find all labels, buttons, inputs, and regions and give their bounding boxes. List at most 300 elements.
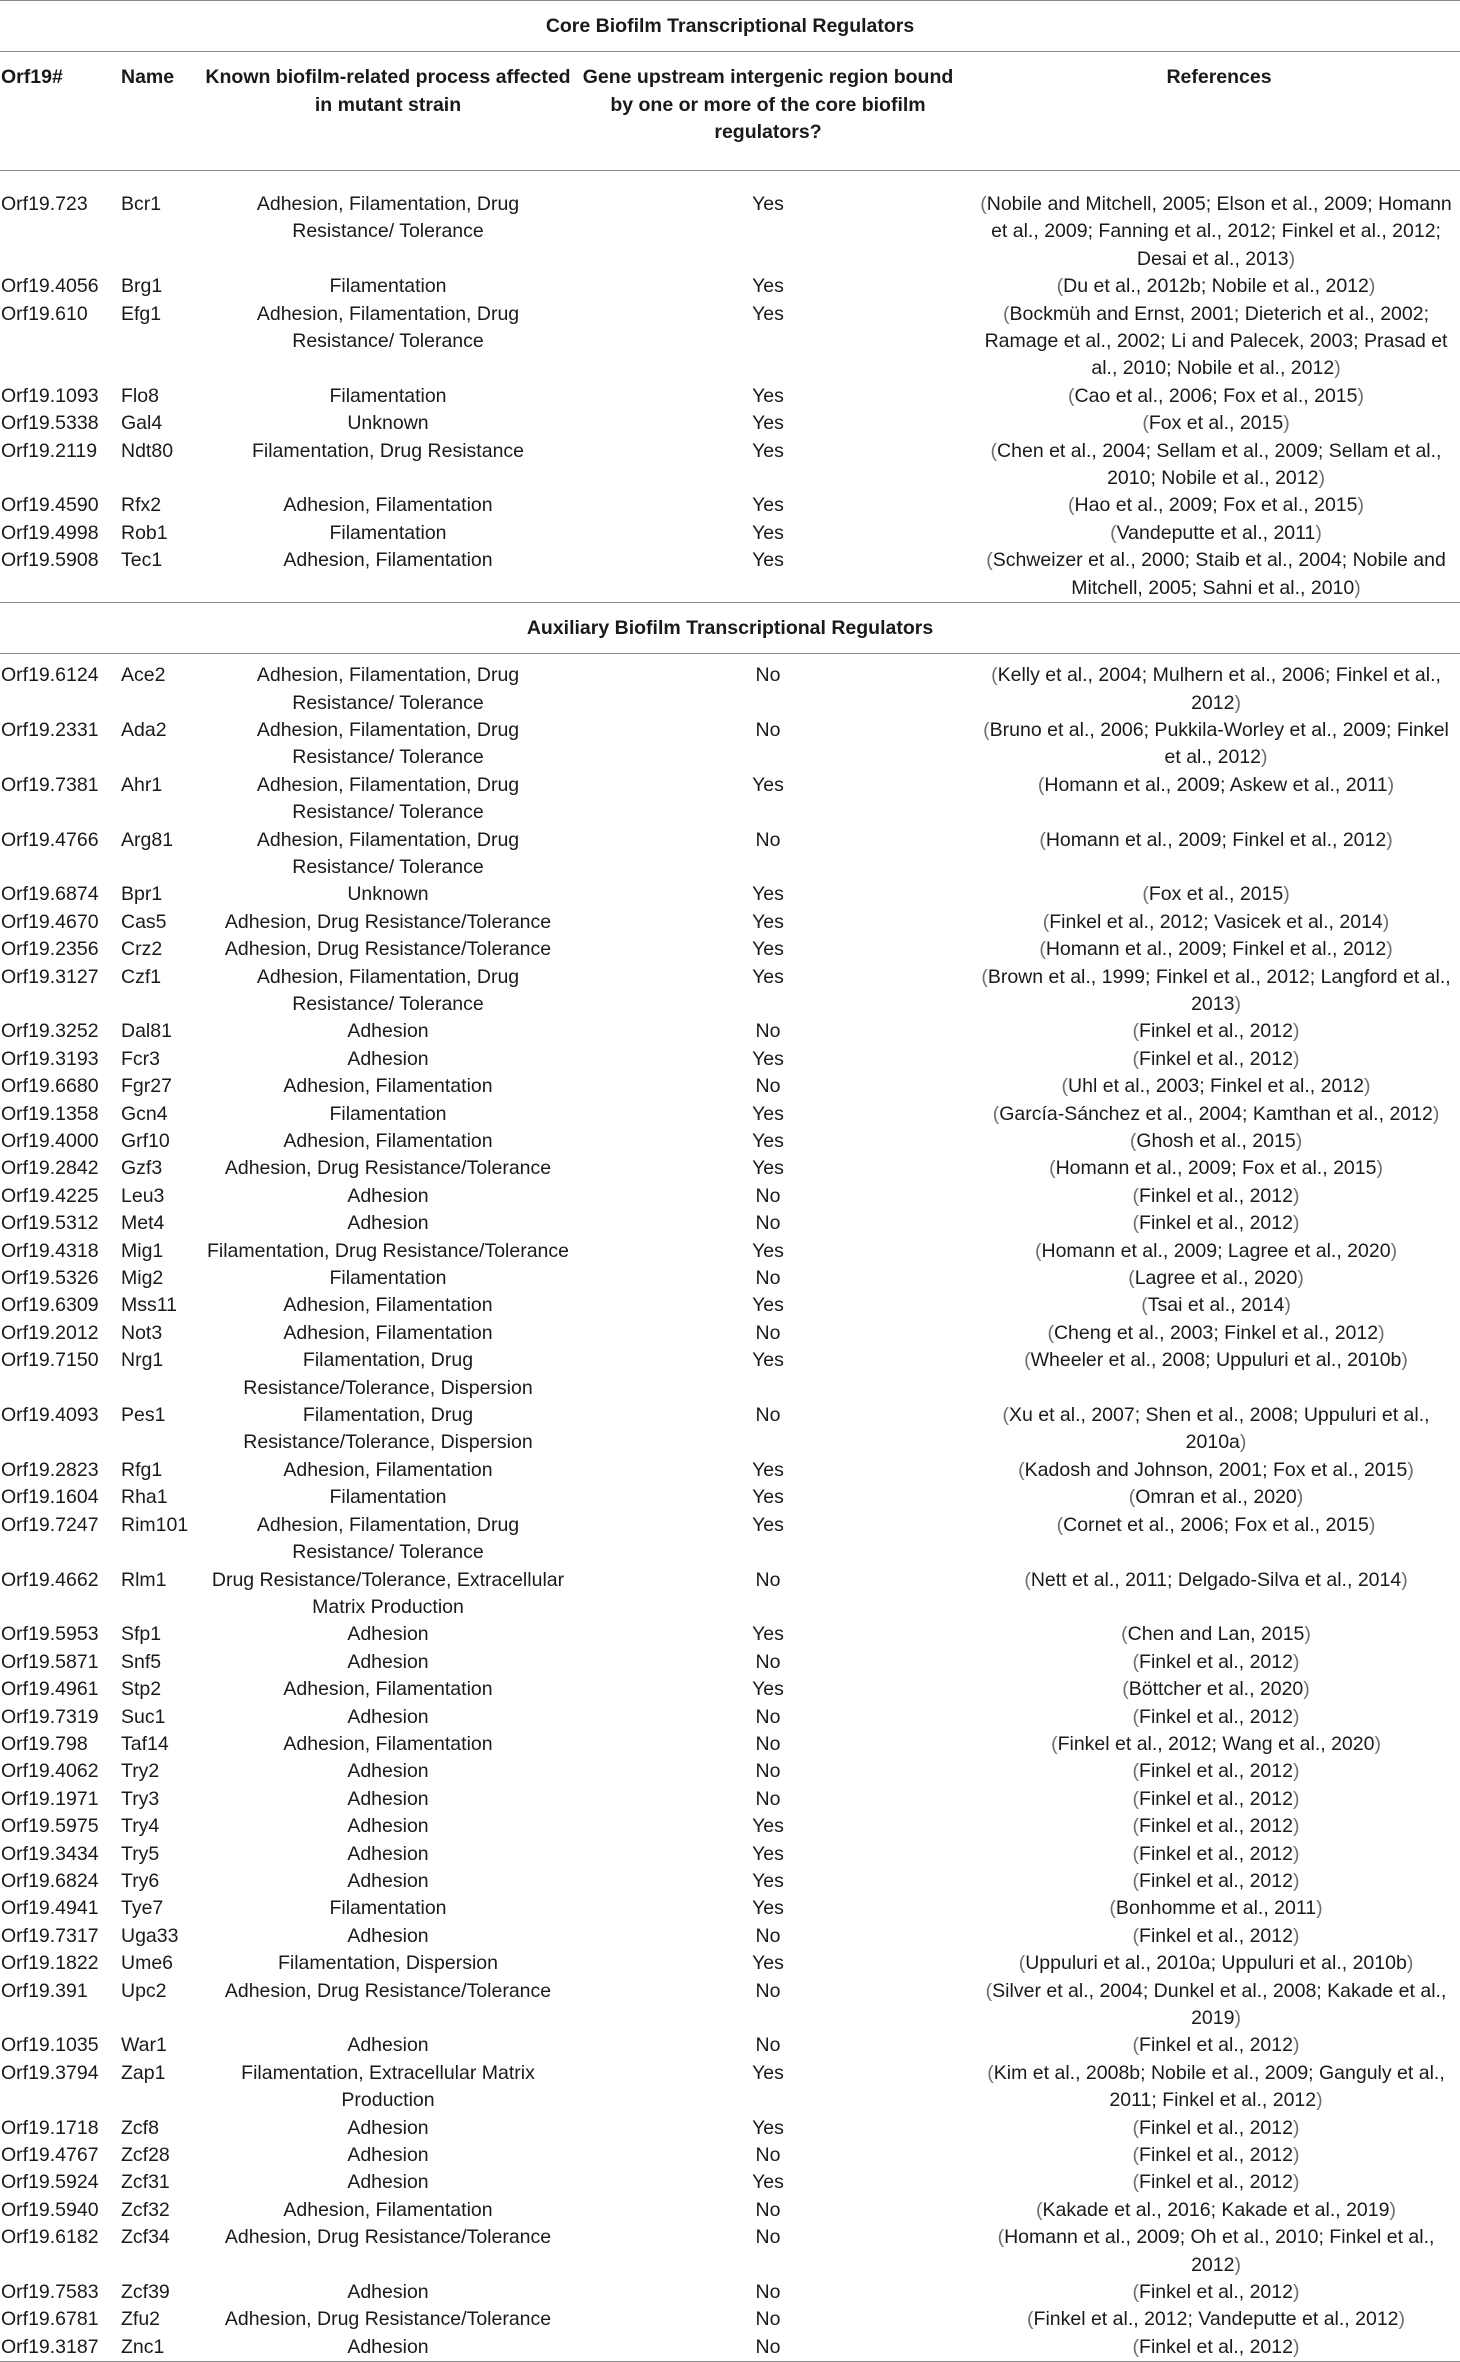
cell-process: Adhesion bbox=[347, 1842, 429, 1865]
cell-orf: Orf19.6309 bbox=[1, 1294, 99, 1317]
cell-name: Rfg1 bbox=[121, 1458, 163, 1481]
close-paren: ) bbox=[1334, 357, 1341, 380]
column-header-name: Name bbox=[118, 52, 198, 171]
close-paren: ) bbox=[1386, 938, 1393, 961]
column-header-process: Known biofilm-related process affected in mutant strain bbox=[198, 52, 578, 171]
close-paren: ) bbox=[1382, 910, 1390, 933]
spacer-row bbox=[0, 171, 1460, 192]
open-paren: ( bbox=[1141, 1294, 1148, 1317]
table-row bbox=[0, 2169, 1460, 2196]
close-paren: ) bbox=[1234, 2007, 1241, 2029]
cell-process: Adhesion bbox=[347, 1184, 429, 1207]
table-row bbox=[0, 2279, 1460, 2306]
cell-orf: Orf19.4000 bbox=[1, 1130, 99, 1152]
cell-name: Mss11 bbox=[121, 1294, 177, 1317]
cell-bound: No bbox=[755, 1568, 781, 1591]
cell-name: Zcf34 bbox=[121, 2226, 170, 2249]
references-text: Kakade et al., 2016; Kakade et al., 2019 bbox=[1042, 2198, 1390, 2221]
open-paren: ( bbox=[1132, 1815, 1140, 1838]
cell-process: Adhesion, Drug Resistance/Tolerance bbox=[224, 1157, 552, 1180]
cell-process: Adhesion, Filamentation bbox=[283, 1294, 493, 1317]
table-row bbox=[0, 1923, 1460, 1950]
table-row bbox=[0, 964, 1460, 1019]
open-paren: ( bbox=[990, 439, 998, 462]
cell-name: Gzf3 bbox=[121, 1157, 163, 1180]
references-text: Homann et al., 2009; Fox et al., 2015 bbox=[1055, 1157, 1377, 1180]
cell-process: Filamentation bbox=[329, 384, 447, 407]
open-paren: ( bbox=[1024, 1568, 1031, 1591]
references-text: Finkel et al., 2012 bbox=[1139, 2034, 1293, 2057]
cell-bound: No bbox=[755, 1924, 781, 1947]
table-row bbox=[0, 1649, 1460, 1676]
cell-references bbox=[958, 1265, 1460, 1292]
close-paren: ) bbox=[1297, 1267, 1304, 1290]
open-paren: ( bbox=[1132, 1650, 1140, 1673]
open-paren: ( bbox=[1018, 1952, 1026, 1975]
cell-process: Drug Resistance/Tolerance, Extracellular Matrix Production bbox=[211, 1568, 565, 1618]
cell-process: Adhesion, Filamentation, Drug Resistance/ Tolerance bbox=[256, 1513, 520, 1564]
references-text: Homann et al., 2009; Oh et al., 2010; Finkel et al., 2012 bbox=[1004, 2226, 1435, 2276]
cell-references bbox=[958, 2224, 1460, 2279]
cell-name: Efg1 bbox=[121, 302, 162, 325]
table-row bbox=[0, 881, 1460, 908]
table-row bbox=[0, 2060, 1460, 2115]
cell-bound: Yes bbox=[752, 1130, 784, 1152]
cell-orf: Orf19.5940 bbox=[1, 2198, 99, 2221]
cell-bound: No bbox=[755, 828, 781, 851]
open-paren: ( bbox=[1132, 2144, 1140, 2167]
open-paren: ( bbox=[1110, 521, 1117, 544]
cell-references bbox=[958, 1320, 1460, 1347]
cell-bound: Yes bbox=[752, 1678, 784, 1701]
cell-orf: Orf19.5924 bbox=[1, 2171, 99, 2194]
cell-orf: Orf19.3434 bbox=[1, 1842, 99, 1865]
references-text: Finkel et al., 2012 bbox=[1139, 1924, 1293, 1947]
references-text: Vandeputte et al., 2011 bbox=[1116, 521, 1316, 544]
cell-orf: Orf19.2331 bbox=[1, 718, 99, 741]
cell-orf: Orf19.4766 bbox=[1, 828, 99, 851]
open-paren: ( bbox=[1132, 1212, 1140, 1235]
cell-name: Leu3 bbox=[121, 1184, 165, 1207]
cell-name: Rob1 bbox=[121, 521, 168, 544]
close-paren: ) bbox=[1292, 1047, 1300, 1070]
references-text: Bockmüh and Ernst, 2001; Dieterich et al., 2002; Ramage et al., 2002; Li and Palecek, 2003; Prasad et al., 2010; Nobile et al., 2012 bbox=[984, 302, 1448, 380]
table-row bbox=[0, 1101, 1460, 1128]
cell-bound: Yes bbox=[752, 1513, 784, 1536]
table-row bbox=[0, 1704, 1460, 1731]
cell-name: Zfu2 bbox=[121, 2308, 161, 2331]
cell-references bbox=[958, 1731, 1460, 1758]
cell-process: Filamentation, Drug Resistance bbox=[251, 439, 525, 462]
open-paren: ( bbox=[1132, 2335, 1140, 2358]
cell-orf: Orf19.5338 bbox=[1, 412, 99, 435]
cell-name: Dal81 bbox=[121, 1020, 172, 1043]
open-paren: ( bbox=[1051, 1732, 1058, 1755]
cell-name: Zcf28 bbox=[121, 2144, 170, 2167]
cell-orf: Orf19.4093 bbox=[1, 1404, 99, 1427]
cell-references bbox=[958, 909, 1460, 936]
cell-bound: No bbox=[755, 2034, 781, 2057]
cell-bound: No bbox=[755, 2198, 781, 2221]
cell-references bbox=[958, 1758, 1460, 1785]
cell-name: Try6 bbox=[121, 1869, 160, 1892]
table-row bbox=[0, 273, 1460, 300]
table-row bbox=[0, 2032, 1460, 2059]
table-row bbox=[0, 1018, 1460, 1045]
cell-orf: Orf19.2823 bbox=[1, 1458, 99, 1481]
open-paren: ( bbox=[1132, 1705, 1140, 1728]
cell-name: Bpr1 bbox=[121, 883, 163, 906]
table-row bbox=[0, 1128, 1460, 1155]
cell-name: Flo8 bbox=[121, 384, 159, 407]
cell-bound: Yes bbox=[752, 2171, 784, 2194]
table-row bbox=[0, 1073, 1460, 1100]
close-paren: ) bbox=[1292, 1869, 1300, 1892]
table-row bbox=[0, 1484, 1460, 1511]
close-paren: ) bbox=[1316, 1897, 1323, 1920]
cell-references bbox=[958, 717, 1460, 772]
cell-process: Adhesion, Filamentation, Drug Resistance/ Tolerance bbox=[256, 718, 520, 769]
cell-name: Zcf31 bbox=[121, 2171, 170, 2194]
cell-process: Adhesion bbox=[347, 1212, 429, 1235]
references-text: Finkel et al., 2012 bbox=[1139, 1184, 1293, 1207]
cell-name: Mig2 bbox=[121, 1267, 164, 1290]
cell-process: Adhesion, Filamentation, Drug Resistance/ Tolerance bbox=[256, 193, 520, 243]
references-text: Finkel et al., 2012 bbox=[1139, 1815, 1293, 1838]
close-paren: ) bbox=[1318, 467, 1325, 490]
open-paren: ( bbox=[1047, 1321, 1054, 1344]
references-text: Finkel et al., 2012 bbox=[1139, 1760, 1293, 1783]
cell-references bbox=[958, 410, 1460, 437]
cell-orf: Orf19.723 bbox=[1, 193, 88, 215]
cell-orf: Orf19.5871 bbox=[1, 1650, 99, 1673]
close-paren: ) bbox=[1357, 494, 1364, 517]
cell-bound: Yes bbox=[752, 910, 784, 933]
open-paren: ( bbox=[1132, 2034, 1140, 2057]
cell-bound: Yes bbox=[752, 494, 784, 517]
table-row bbox=[0, 1841, 1460, 1868]
cell-orf: Orf19.7247 bbox=[1, 1513, 99, 1536]
cell-name: Try2 bbox=[121, 1760, 160, 1783]
close-paren: ) bbox=[1292, 1650, 1300, 1673]
cell-references bbox=[958, 2334, 1460, 2362]
cell-bound: Yes bbox=[752, 1239, 784, 1262]
cell-orf: Orf19.1604 bbox=[1, 1486, 99, 1509]
cell-orf: Orf19.6124 bbox=[1, 664, 99, 687]
cell-process: Adhesion, Drug Resistance/Tolerance bbox=[224, 938, 552, 961]
cell-references bbox=[958, 1978, 1460, 2033]
cell-references bbox=[958, 772, 1460, 827]
references-text: Finkel et al., 2012; Vandeputte et al., 2012 bbox=[1033, 2308, 1399, 2331]
open-paren: ( bbox=[1132, 1869, 1140, 1892]
cell-bound: No bbox=[755, 2226, 781, 2249]
open-paren: ( bbox=[1132, 2171, 1140, 2194]
close-paren: ) bbox=[1288, 247, 1296, 270]
references-text: Tsai et al., 2014 bbox=[1147, 1294, 1285, 1317]
cell-process: Adhesion, Filamentation, Drug Resistance/ Tolerance bbox=[256, 965, 520, 1015]
cell-bound: Yes bbox=[752, 384, 784, 407]
cell-references bbox=[958, 936, 1460, 963]
cell-orf: Orf19.6781 bbox=[1, 2308, 99, 2331]
cell-name: Try4 bbox=[121, 1815, 160, 1838]
cell-bound: Yes bbox=[752, 1897, 784, 1920]
table-row bbox=[0, 1402, 1460, 1457]
close-paren: ) bbox=[1406, 1952, 1414, 1975]
cell-bound: Yes bbox=[752, 883, 784, 906]
references-text: Lagree et al., 2020 bbox=[1134, 1267, 1298, 1290]
cell-references bbox=[958, 1786, 1460, 1813]
cell-bound: No bbox=[755, 1184, 781, 1207]
table-row bbox=[0, 1265, 1460, 1292]
references-text: Finkel et al., 2012 bbox=[1139, 1212, 1293, 1235]
open-paren: ( bbox=[991, 664, 998, 687]
table-row bbox=[0, 438, 1460, 493]
cell-process: Filamentation bbox=[329, 1897, 447, 1920]
references-text: Chen and Lan, 2015 bbox=[1127, 1623, 1305, 1646]
references-text: Cornet et al., 2006; Fox et al., 2015 bbox=[1063, 1513, 1369, 1536]
cell-name: Upc2 bbox=[121, 1979, 167, 2002]
references-text: Homann et al., 2009; Lagree et al., 2020 bbox=[1041, 1239, 1391, 1262]
cell-references bbox=[958, 1512, 1460, 1567]
table-row bbox=[0, 2334, 1460, 2362]
cell-references bbox=[958, 1704, 1460, 1731]
spacer-cell bbox=[0, 654, 1460, 663]
cell-name: Gal4 bbox=[121, 412, 163, 435]
close-paren: ) bbox=[1292, 1815, 1300, 1838]
references-text: Finkel et al., 2012 bbox=[1139, 2335, 1293, 2358]
cell-references bbox=[958, 1046, 1460, 1073]
cell-process: Adhesion bbox=[347, 2144, 429, 2167]
open-paren: ( bbox=[1132, 1760, 1140, 1783]
cell-bound: Yes bbox=[752, 1869, 784, 1892]
cell-orf: Orf19.7583 bbox=[1, 2281, 99, 2304]
open-paren: ( bbox=[1039, 828, 1046, 851]
cell-process: Filamentation, Extracellular Matrix Production bbox=[241, 2061, 535, 2112]
references-text: García-Sánchez et al., 2004; Kamthan et al., 2012 bbox=[999, 1102, 1433, 1125]
cell-name: Ada2 bbox=[121, 718, 167, 741]
cell-bound: No bbox=[755, 1705, 781, 1728]
cell-references bbox=[958, 301, 1460, 383]
cell-orf: Orf19.7150 bbox=[1, 1349, 99, 1372]
close-paren: ) bbox=[1284, 1294, 1291, 1317]
references-text: Finkel et al., 2012 bbox=[1139, 1047, 1293, 1070]
cell-process: Adhesion, Filamentation bbox=[283, 1678, 493, 1701]
cell-bound: No bbox=[755, 1732, 781, 1755]
cell-bound: No bbox=[755, 1787, 781, 1810]
cell-bound: No bbox=[755, 2308, 781, 2331]
references-text: Homann et al., 2009; Finkel et al., 2012 bbox=[1045, 938, 1387, 961]
cell-name: Fgr27 bbox=[121, 1075, 172, 1098]
cell-process: Adhesion, Filamentation bbox=[283, 549, 493, 572]
cell-process: Adhesion, Drug Resistance/Tolerance bbox=[224, 2226, 552, 2249]
cell-process: Adhesion bbox=[347, 1650, 429, 1673]
references-text: Cheng et al., 2003; Finkel et al., 2012 bbox=[1053, 1321, 1379, 1344]
cell-process: Filamentation, Dispersion bbox=[277, 1952, 498, 1975]
cell-process: Adhesion bbox=[198, 2334, 578, 2362]
close-paren: ) bbox=[1234, 691, 1241, 714]
cell-references bbox=[958, 881, 1460, 908]
cell-name: Ndt80 bbox=[121, 439, 174, 462]
table-row bbox=[0, 662, 1460, 717]
table-row bbox=[0, 909, 1460, 936]
cell-orf: Orf19.3193 bbox=[1, 1047, 99, 1070]
cell-references bbox=[958, 2306, 1460, 2333]
references-text: Ghosh et al., 2015 bbox=[1136, 1130, 1296, 1152]
open-paren: ( bbox=[1142, 883, 1149, 906]
cell-name: Ahr1 bbox=[121, 773, 163, 796]
cell-bound: Yes bbox=[752, 773, 784, 796]
cell-orf: Orf19.3187 bbox=[0, 2334, 118, 2362]
close-paren: ) bbox=[1303, 1678, 1310, 1701]
cell-bound: Yes bbox=[752, 2061, 784, 2084]
references-text: Finkel et al., 2012 bbox=[1139, 2144, 1293, 2167]
cell-process: Adhesion bbox=[347, 2116, 429, 2139]
references-text: Omran et al., 2020 bbox=[1135, 1486, 1297, 1509]
cell-references bbox=[958, 1018, 1460, 1045]
cell-references bbox=[958, 1813, 1460, 1840]
cell-orf: Orf19.1093 bbox=[1, 384, 99, 407]
cell-process: Filamentation bbox=[329, 1267, 447, 1290]
cell-process: Adhesion bbox=[347, 1020, 429, 1043]
cell-bound: No bbox=[755, 1212, 781, 1235]
open-paren: ( bbox=[1068, 384, 1075, 407]
cell-name: Gcn4 bbox=[121, 1102, 168, 1125]
references-text: Chen et al., 2004; Sellam et al., 2009; Sellam et al., 2010; Nobile et al., 2012 bbox=[997, 439, 1442, 490]
cell-orf: Orf19.4998 bbox=[1, 521, 99, 544]
references-text: Fox et al., 2015 bbox=[1148, 883, 1284, 906]
open-paren: ( bbox=[997, 2226, 1005, 2249]
references-text: Böttcher et al., 2020 bbox=[1128, 1678, 1304, 1701]
cell-orf: Orf19.391 bbox=[1, 1979, 88, 2002]
cell-references bbox=[958, 1484, 1460, 1511]
cell-process: Adhesion, Drug Resistance/Tolerance bbox=[224, 2308, 552, 2331]
cell-bound: Yes bbox=[752, 1458, 784, 1481]
open-paren: ( bbox=[1132, 1047, 1140, 1070]
references-text: Finkel et al., 2012 bbox=[1139, 2116, 1293, 2139]
cell-name: Crz2 bbox=[121, 938, 163, 961]
close-paren: ) bbox=[1292, 2171, 1300, 2194]
close-paren: ) bbox=[1368, 1513, 1376, 1536]
cell-process: Adhesion, Drug Resistance/Tolerance bbox=[224, 910, 552, 933]
table-row bbox=[0, 1676, 1460, 1703]
open-paren: ( bbox=[987, 2061, 994, 2084]
close-paren: ) bbox=[1316, 2089, 1323, 2112]
cell-orf: Orf19.1358 bbox=[1, 1102, 99, 1125]
cell-bound: Yes bbox=[752, 965, 784, 988]
column-header-bound: Gene upstream intergenic region bound by one or more of the core biofilm regulators? bbox=[578, 52, 958, 171]
cell-process: Adhesion, Filamentation bbox=[283, 1732, 493, 1755]
open-paren: ( bbox=[1128, 1486, 1136, 1509]
cell-references bbox=[958, 1128, 1460, 1155]
open-paren: ( bbox=[1128, 1267, 1135, 1290]
cell-bound: No bbox=[755, 718, 781, 741]
cell-process: Adhesion bbox=[347, 2171, 429, 2194]
close-paren: ) bbox=[1292, 2034, 1300, 2057]
cell-process: Adhesion bbox=[347, 1623, 429, 1646]
table-row bbox=[0, 1320, 1460, 1347]
section-title: Auxiliary Biofilm Transcriptional Regulators bbox=[0, 603, 1460, 654]
references-text: Xu et al., 2007; Shen et al., 2008; Uppuluri et al., 2010a bbox=[1008, 1404, 1430, 1454]
cell-name: Stp2 bbox=[121, 1678, 162, 1701]
cell-process: Unknown bbox=[347, 412, 429, 435]
open-paren: ( bbox=[1132, 1787, 1140, 1810]
cell-name: Rim101 bbox=[121, 1513, 189, 1536]
cell-references bbox=[958, 1676, 1460, 1703]
cell-bound: Yes bbox=[752, 302, 784, 325]
references-text: Wheeler et al., 2008; Uppuluri et al., 2010b bbox=[1030, 1349, 1402, 1372]
cell-bound: Yes bbox=[752, 439, 784, 462]
table-row bbox=[0, 2306, 1460, 2333]
close-paren: ) bbox=[1378, 1321, 1385, 1344]
cell-name: Czf1 bbox=[121, 965, 162, 988]
references-text: Finkel et al., 2012; Vasicek et al., 2014 bbox=[1049, 910, 1383, 933]
cell-orf: Orf19.4318 bbox=[1, 1239, 99, 1262]
references-text: Homann et al., 2009; Askew et al., 2011 bbox=[1044, 773, 1388, 796]
cell-bound: No bbox=[755, 1321, 781, 1344]
open-paren: ( bbox=[1132, 1020, 1140, 1043]
cell-process: Adhesion, Filamentation bbox=[283, 1321, 493, 1344]
table-row bbox=[0, 520, 1460, 547]
cell-name: Met4 bbox=[121, 1212, 165, 1235]
close-paren: ) bbox=[1354, 576, 1361, 599]
cell-references bbox=[958, 2197, 1460, 2224]
table-row bbox=[0, 1512, 1460, 1567]
open-paren: ( bbox=[1132, 1842, 1140, 1865]
close-paren: ) bbox=[1296, 1486, 1304, 1509]
cell-orf: Orf19.4767 bbox=[1, 2144, 99, 2167]
cell-references bbox=[958, 1155, 1460, 1182]
cell-references bbox=[958, 1841, 1460, 1868]
cell-name: Not3 bbox=[121, 1321, 163, 1344]
cell-orf: Orf19.2842 bbox=[1, 1157, 99, 1180]
cell-process: Adhesion bbox=[347, 1924, 429, 1947]
open-paren: ( bbox=[1122, 1678, 1129, 1701]
cell-process: Adhesion bbox=[347, 2281, 429, 2304]
cell-bound: Yes bbox=[752, 1047, 784, 1070]
references-text: Finkel et al., 2012 bbox=[1139, 1705, 1293, 1728]
cell-process: Adhesion, Filamentation, Drug Resistance/ Tolerance bbox=[256, 828, 520, 878]
cell-orf: Orf19.4056 bbox=[1, 275, 99, 298]
references-text: Bruno et al., 2006; Pukkila-Worley et al., 2009; Finkel et al., 2012 bbox=[989, 718, 1449, 769]
cell-process: Adhesion bbox=[347, 1760, 429, 1783]
cell-bound: No bbox=[755, 2281, 781, 2304]
cell-bound: Yes bbox=[752, 1102, 784, 1125]
references-text: Finkel et al., 2012 bbox=[1139, 1869, 1293, 1892]
cell-orf: Orf19.4062 bbox=[1, 1760, 99, 1783]
cell-references bbox=[958, 1402, 1460, 1457]
open-paren: ( bbox=[1132, 1924, 1140, 1947]
table-row bbox=[0, 827, 1460, 882]
cell-references bbox=[958, 547, 1460, 602]
table-row bbox=[0, 1457, 1460, 1484]
open-paren: ( bbox=[1061, 1075, 1069, 1098]
column-header-references: References bbox=[958, 52, 1460, 171]
cell-orf: Orf19.1971 bbox=[1, 1787, 99, 1810]
cell-references bbox=[958, 1457, 1460, 1484]
cell-name: Arg81 bbox=[121, 828, 174, 851]
cell-orf: Orf19.3794 bbox=[1, 2061, 99, 2084]
references-text: Uhl et al., 2003; Finkel et al., 2012 bbox=[1068, 1075, 1364, 1098]
cell-bound: Yes bbox=[752, 2116, 784, 2139]
open-paren: ( bbox=[1036, 2198, 1043, 2221]
cell-process: Adhesion, Filamentation, Drug Resistance/ Tolerance bbox=[256, 773, 520, 824]
cell-process: Adhesion, Filamentation bbox=[283, 1075, 493, 1098]
column-header-row bbox=[0, 52, 1460, 171]
cell-process: Adhesion bbox=[347, 1815, 429, 1838]
cell-orf: Orf19.1822 bbox=[1, 1952, 99, 1975]
table-row bbox=[0, 191, 1460, 273]
open-paren: ( bbox=[1018, 1458, 1025, 1481]
